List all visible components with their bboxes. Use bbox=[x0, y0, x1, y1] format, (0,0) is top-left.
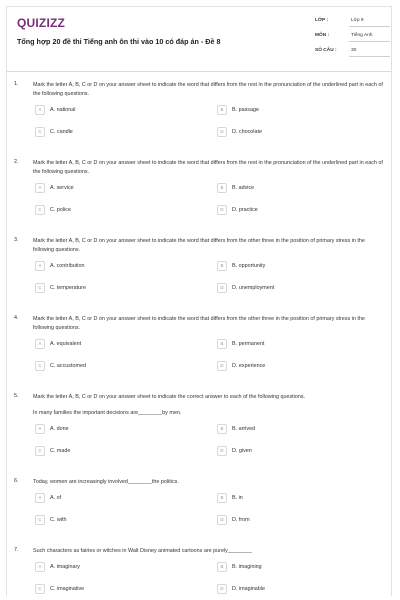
question-text: Mark the letter A, B, C or D on your answer sheet to indicate the word that differs from the other three in the position of primary stress in the following questions. bbox=[33, 238, 365, 253]
meta-underline bbox=[349, 56, 390, 57]
option-letter-box: C bbox=[35, 283, 45, 293]
meta-value: 30 bbox=[351, 48, 357, 53]
option-letter-box: D bbox=[217, 283, 227, 293]
answer-option-a[interactable] bbox=[35, 424, 195, 436]
question-item bbox=[7, 393, 392, 470]
answer-option-d[interactable] bbox=[217, 584, 377, 596]
option-letter-box: B bbox=[217, 562, 227, 572]
option-text: D. given bbox=[232, 448, 252, 454]
answer-option-b[interactable] bbox=[217, 562, 377, 574]
question-number: 1. bbox=[14, 81, 19, 87]
option-letter-box: B bbox=[217, 183, 227, 193]
option-letter-box: D bbox=[217, 361, 227, 371]
question-text: Mark the letter A, B, C or D on your answer sheet to indicate the correct answer to each of the following questions. bbox=[33, 394, 306, 400]
answer-options bbox=[7, 105, 392, 151]
option-text: B. arrived bbox=[232, 426, 256, 432]
worksheet-page bbox=[6, 6, 392, 596]
option-letter-box: A bbox=[35, 562, 45, 572]
option-letter-box: C bbox=[35, 361, 45, 371]
option-text: A. national bbox=[50, 107, 76, 113]
meta-label: MÔN : bbox=[315, 33, 330, 38]
question-item bbox=[7, 159, 392, 229]
answer-option-c[interactable] bbox=[35, 127, 195, 139]
worksheet-meta bbox=[315, 18, 390, 63]
meta-label: LỚP : bbox=[315, 18, 329, 23]
option-text: C. candle bbox=[50, 129, 73, 135]
option-text: A. equivalent bbox=[50, 341, 82, 347]
option-letter-box: D bbox=[217, 127, 227, 137]
option-letter-box: A bbox=[35, 183, 45, 193]
answer-option-a[interactable] bbox=[35, 183, 195, 195]
option-letter-box: C bbox=[35, 584, 45, 594]
answer-option-b[interactable] bbox=[217, 493, 377, 505]
option-letter-box: C bbox=[35, 127, 45, 137]
question-text: Mark the letter A, B, C or D on your answer sheet to indicate the word that differs from the rest in the pronunciation of the underlined part in each of the following questions. bbox=[33, 160, 383, 175]
answer-option-b[interactable] bbox=[217, 183, 377, 195]
option-text: C. police bbox=[50, 207, 71, 213]
option-text: A. contribution bbox=[50, 263, 85, 269]
option-letter-box: A bbox=[35, 261, 45, 271]
question-number: 6. bbox=[14, 478, 19, 484]
option-letter-box: B bbox=[217, 261, 227, 271]
option-text: A. done bbox=[50, 426, 69, 432]
answer-option-c[interactable] bbox=[35, 515, 195, 527]
answer-options bbox=[7, 183, 392, 229]
answer-options bbox=[7, 562, 392, 596]
answer-option-b[interactable] bbox=[217, 339, 377, 351]
question-sentence: In many families the important decisions are________by men. bbox=[33, 410, 182, 416]
answer-options bbox=[7, 424, 392, 470]
option-text: A. imaginary bbox=[50, 564, 80, 570]
option-text: B. opportunity bbox=[232, 263, 266, 269]
question-number: 7. bbox=[14, 547, 19, 553]
option-text: B. advice bbox=[232, 185, 255, 191]
option-text: D. from bbox=[232, 517, 250, 523]
answer-option-b[interactable] bbox=[217, 261, 377, 273]
answer-option-c[interactable] bbox=[35, 283, 195, 295]
answer-option-d[interactable] bbox=[217, 127, 377, 139]
answer-option-a[interactable] bbox=[35, 261, 195, 273]
question-number: 2. bbox=[14, 159, 19, 165]
option-text: B. permanent bbox=[232, 341, 265, 347]
option-letter-box: C bbox=[35, 205, 45, 215]
option-text: D. imaginable bbox=[232, 586, 265, 592]
option-letter-box: D bbox=[217, 515, 227, 525]
answer-options bbox=[7, 261, 392, 307]
answer-options bbox=[7, 339, 392, 385]
question-item bbox=[7, 81, 392, 151]
option-letter-box: C bbox=[35, 446, 45, 456]
question-item bbox=[7, 315, 392, 385]
meta-row bbox=[315, 18, 390, 33]
answer-option-d[interactable] bbox=[217, 283, 377, 295]
option-text: C. imaginative bbox=[50, 586, 85, 592]
answer-option-a[interactable] bbox=[35, 493, 195, 505]
answer-options bbox=[7, 493, 392, 539]
question-item bbox=[7, 237, 392, 307]
question-item bbox=[7, 547, 392, 596]
option-text: A. service bbox=[50, 185, 74, 191]
meta-row bbox=[315, 33, 390, 48]
meta-value: Lớp 9 bbox=[351, 18, 364, 23]
meta-label: SỐ CÂU : bbox=[315, 48, 337, 53]
question-number: 4. bbox=[14, 315, 19, 321]
question-text: Mark the letter A, B, C or D on your answer sheet to indicate the word that differs from the rest in the pronunciation of the underlined part in each of the following questions. bbox=[33, 82, 383, 97]
option-text: C. temperature bbox=[50, 285, 86, 291]
answer-option-c[interactable] bbox=[35, 361, 195, 373]
option-text: C. accustomed bbox=[50, 363, 86, 369]
worksheet-header bbox=[7, 7, 391, 72]
question-text: Mark the letter A, B, C or D on your answer sheet to indicate the word that differs from the other three in the position of primary stress in the following questions. bbox=[33, 316, 365, 331]
option-text: A. of bbox=[50, 495, 62, 501]
option-text: D. practice bbox=[232, 207, 258, 213]
option-text: B. imagining bbox=[232, 564, 262, 570]
worksheet-title: Tổng hợp 20 đề thi Tiếng anh ôn thi vào 10 có đáp án - Đề 8 bbox=[17, 37, 221, 46]
quizizz-logo[interactable]: QUIZIZZ bbox=[17, 16, 66, 30]
option-letter-box: C bbox=[35, 515, 45, 525]
option-letter-box: D bbox=[217, 205, 227, 215]
question-item bbox=[7, 478, 392, 539]
answer-option-b[interactable] bbox=[217, 105, 377, 117]
meta-value: Tiếng Anh bbox=[351, 33, 373, 38]
option-letter-box: A bbox=[35, 339, 45, 349]
answer-option-a[interactable] bbox=[35, 562, 195, 574]
option-letter-box: B bbox=[217, 493, 227, 503]
answer-option-d[interactable] bbox=[217, 361, 377, 373]
option-text: B. in bbox=[232, 495, 243, 501]
answer-option-c[interactable] bbox=[35, 205, 195, 217]
option-text: D. experience bbox=[232, 363, 266, 369]
option-text: D. chocolate bbox=[232, 129, 262, 135]
question-text: Today, women are increasingly involved________the politics. bbox=[33, 479, 179, 485]
option-letter-box: B bbox=[217, 424, 227, 434]
option-letter-box: B bbox=[217, 105, 227, 115]
option-text: C. with bbox=[50, 517, 67, 523]
option-letter-box: A bbox=[35, 105, 45, 115]
option-text: D. unemployment bbox=[232, 285, 275, 291]
answer-option-d[interactable] bbox=[217, 205, 377, 217]
question-number: 3. bbox=[14, 237, 19, 243]
answer-option-a[interactable] bbox=[35, 105, 195, 117]
option-text: B. passage bbox=[232, 107, 259, 113]
answer-option-a[interactable] bbox=[35, 339, 195, 351]
question-number: 5. bbox=[14, 393, 19, 399]
option-letter-box: D bbox=[217, 584, 227, 594]
option-letter-box: A bbox=[35, 424, 45, 434]
answer-option-b[interactable] bbox=[217, 424, 377, 436]
meta-row bbox=[315, 48, 390, 63]
answer-option-c[interactable] bbox=[35, 584, 195, 596]
option-letter-box: A bbox=[35, 493, 45, 503]
meta-underline bbox=[349, 41, 390, 42]
answer-option-d[interactable] bbox=[217, 515, 377, 527]
option-text: C. made bbox=[50, 448, 71, 454]
answer-option-c[interactable] bbox=[35, 446, 195, 458]
meta-underline bbox=[349, 26, 390, 27]
option-letter-box: D bbox=[217, 446, 227, 456]
answer-option-d[interactable] bbox=[217, 446, 377, 458]
question-text: Such characters as fairies or witches in Walt Disney animated cartoons are purely________ bbox=[33, 548, 252, 554]
option-letter-box: B bbox=[217, 339, 227, 349]
question-list bbox=[7, 81, 392, 596]
